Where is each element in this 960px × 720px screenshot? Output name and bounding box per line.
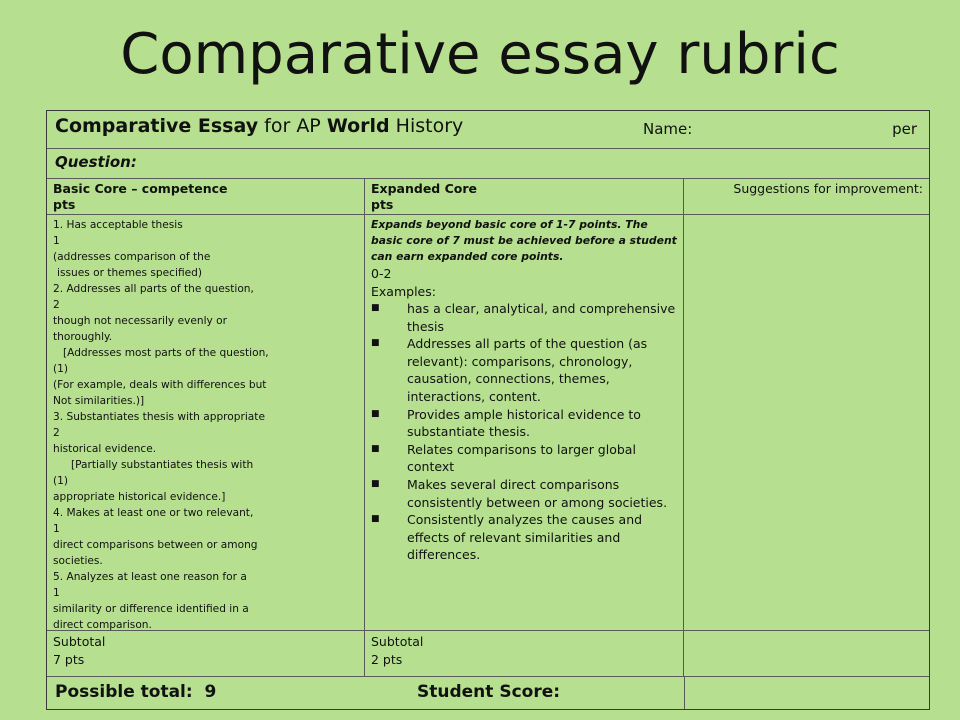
example-text: Addresses all parts of the question (as relevant): comparisons, chronology, causation, connections, themes, interactions, content. [407,336,648,404]
basic-line: 1 [53,235,60,247]
list-item [371,406,683,441]
student-score-label: Student Score: [417,682,561,702]
rubric-header-row [47,111,929,149]
expanded-core-criteria [365,215,684,630]
suggestions-subtotal-cell [684,631,929,676]
square-bullet-icon: ■ [371,478,380,489]
examples-list [371,300,683,564]
list-item [371,441,683,476]
expanded-subtotal [365,631,684,676]
expanded-core-title: Expanded Core [371,181,478,196]
list-item [371,335,683,405]
rubric-heading [55,115,463,137]
suggestions-header: Suggestions for improvement: [733,181,923,196]
basic-line: 1. Has acceptable thesis [53,219,183,231]
heading-part-4: History [389,115,464,137]
question-row [47,149,929,179]
list-item [371,511,683,564]
list-item [371,476,683,511]
example-text: Provides ample historical evidence to substantiate thesis. [407,406,641,440]
basic-line: 1 [53,587,60,599]
list-item [371,300,683,335]
basic-line: historical evidence. [53,443,157,455]
rubric-table [46,110,930,710]
basic-line: 1 [53,523,60,535]
expanded-intro: Expands beyond basic core of 1-7 points. The basic core of 7 must be achieved before a student can earn expanded core points. [371,218,677,263]
possible-total [55,682,216,702]
basic-line: (addresses comparison of the [53,251,211,263]
example-text: Consistently analyzes the causes and effects of relevant similarities and differences. [407,512,643,563]
square-bullet-icon: ■ [371,338,380,349]
square-bullet-icon: ■ [371,408,380,419]
expanded-core-pts: pts [371,197,394,212]
basic-line: 2. Addresses all parts of the question, [53,283,254,295]
basic-line: though not necessarily evenly or [53,315,228,327]
square-bullet-icon: ■ [371,514,380,525]
square-bullet-icon: ■ [371,303,380,313]
basic-subtotal-value: 7 pts [53,652,85,667]
total-divider [684,677,685,709]
basic-line: direct comparisons between or among [53,539,258,551]
basic-line: (1) [53,475,69,487]
criteria-row [47,215,929,631]
basic-line: (1) [53,363,69,375]
total-row [47,677,929,709]
basic-line: 2 [53,299,60,311]
basic-line: (For example, deals with differences but [53,379,267,391]
basic-core-title: Basic Core – competence [53,181,228,196]
example-text: has a clear, analytical, and comprehensive thesis [407,301,676,334]
basic-core-pts: pts [53,197,76,212]
basic-core-header [47,179,365,214]
basic-line: Not similarities.)] [53,395,145,407]
example-text: Makes several direct comparisons consistently between or among societies. [407,476,668,510]
square-bullet-icon: ■ [371,443,380,454]
example-text: Relates comparisons to larger global context [407,441,636,475]
possible-total-label: Possible total: [55,682,193,702]
basic-line: direct comparison. [53,619,152,631]
possible-total-value: 9 [204,682,217,702]
basic-line: 2 [53,427,60,439]
period-label: per [892,120,917,138]
expanded-core-header [365,179,684,214]
expanded-subtotal-value: 2 pts [371,652,403,667]
column-header-row [47,179,929,215]
basic-line: societies. [53,555,103,567]
basic-line: 4. Makes at least one or two relevant, [53,507,254,519]
heading-part-3: World [326,115,390,137]
basic-line: [Partially substantiates thesis with [71,459,254,471]
basic-line: thoroughly. [53,331,113,343]
basic-core-criteria [47,215,365,630]
examples-label: Examples: [371,284,436,299]
subtotal-row [47,631,929,677]
basic-line: 3. Substantiates thesis with appropriate [53,411,265,423]
basic-subtotal-label: Subtotal [53,634,106,649]
basic-line: appropriate historical evidence.] [53,491,226,503]
expanded-subtotal-label: Subtotal [371,634,424,649]
heading-part-2: for AP [258,115,327,137]
expanded-points: 0-2 [371,266,392,281]
basic-line: [Addresses most parts of the question, [63,347,269,359]
question-label: Question: [55,153,137,171]
name-label: Name: [643,120,693,138]
suggestions-cell [684,215,929,630]
basic-line: issues or themes specified) [57,267,202,279]
heading-part-1: Comparative Essay [55,115,259,137]
basic-line: similarity or difference identified in a [53,603,249,615]
slide-title: Comparative essay rubric [120,22,840,87]
basic-subtotal [47,631,365,676]
basic-line: 5. Analyzes at least one reason for a [53,571,247,583]
